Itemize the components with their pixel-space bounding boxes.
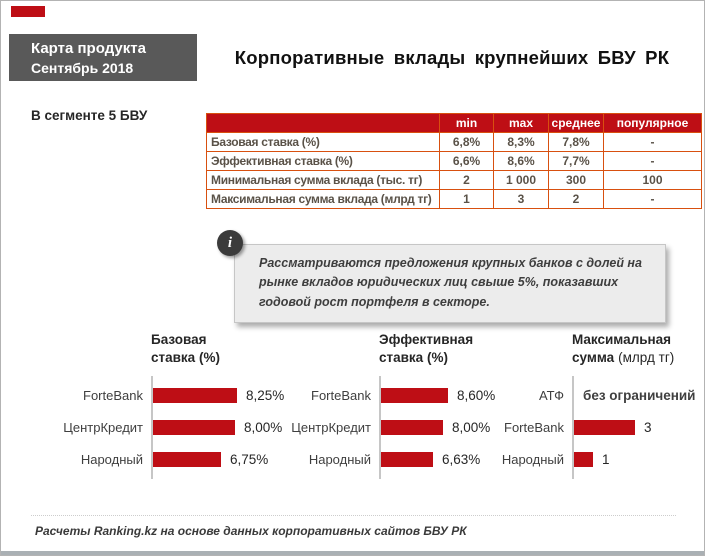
bar-label: Народный [501,451,564,467]
header-min: min [440,114,494,133]
row-label: Максимальная сумма вклада (млрд тг) [207,190,440,209]
table-row [207,171,702,190]
segment-label: В сегменте 5 БВУ [31,108,148,123]
cell-min: 6,8% [440,133,494,152]
bar-value: 6,63% [442,451,481,467]
bar-row [63,411,298,443]
summary-table [206,113,702,209]
badge-title: Карта продукта [31,40,146,57]
red-accent-chip [11,6,45,17]
cell-avg: 7,8% [549,133,604,152]
footer-source-text: Расчеты Ranking.kz на основе данных корпоративных сайтов БВУ РК [35,524,467,538]
bar [381,388,448,403]
bar-row [63,443,298,475]
bar [153,420,235,435]
table-header-row [207,114,702,133]
bar-value: 3 [644,419,652,435]
bar-row [481,443,705,475]
bar-row [481,379,705,411]
cell-min: 6,6% [440,152,494,171]
footer-divider [31,515,676,516]
bar [574,420,635,435]
chart-title-line1: Максимальная [572,332,672,347]
cell-min: 2 [440,171,494,190]
chart-title-line2-bold: сумма [572,350,615,365]
cell-min: 1 [440,190,494,209]
bar-value: 1 [602,451,610,467]
chart-title-line2-bold: ставка (%) [379,350,448,365]
chart-plot-area [481,379,705,475]
bar-label: ЦентрКредит [291,419,371,435]
badge-date: Сентябрь 2018 [31,60,134,76]
page-title: Корпоративные вклады крупнейших БВУ РК [234,47,670,68]
cell-popular: - [604,152,702,171]
cell-max: 8,3% [494,133,549,152]
bar-value: 6,75% [230,451,269,467]
cell-max: 8,6% [494,152,549,171]
bar-label: ForteBank [83,387,143,403]
chart-base-rate [63,331,298,475]
chart-title [151,331,298,367]
cell-avg: 7,7% [549,152,604,171]
chart-plot-area [63,379,298,475]
bar [574,452,593,467]
chart-title-line2 [572,349,705,367]
bar-value: 8,00% [244,419,283,435]
chart-title-line2-bold: ставка (%) [151,350,220,365]
bar-value: 8,25% [246,387,285,403]
table-row [207,133,702,152]
product-map-badge [9,34,197,81]
bar-label: ЦентрКредит [63,419,143,435]
bar-label: ForteBank [311,387,371,403]
bar [381,452,433,467]
bar-row [481,411,705,443]
chart-title-line1: Эффективная [379,332,474,347]
bar [153,388,237,403]
bar-label: Народный [80,451,143,467]
cell-popular: 100 [604,171,702,190]
methodology-note: Рассматриваются предложения крупных банков с долей на рынке вкладов юридических лиц свыше 5%, показавших годовой рост портфеля в секторе. [234,244,666,323]
header-avg: среднее [549,114,604,133]
bar-label: Народный [308,451,371,467]
cell-avg: 2 [549,190,604,209]
row-label: Минимальная сумма вклада (тыс. тг) [207,171,440,190]
cell-avg: 300 [549,171,604,190]
row-label: Эффективная ставка (%) [207,152,440,171]
chart-title-line2 [151,349,298,367]
cell-popular: - [604,190,702,209]
bar-value: 8,60% [457,387,496,403]
bar-label: ForteBank [504,419,564,435]
chart-title-line2-rest: (млрд тг) [618,350,675,365]
header-popular: популярное [604,114,702,133]
chart-title [572,331,705,367]
bar-row [63,379,298,411]
row-label: Базовая ставка (%) [207,133,440,152]
table-row [207,152,702,171]
window-bottom-edge [1,551,704,555]
cell-max: 3 [494,190,549,209]
header-empty [207,114,440,133]
cell-popular: - [604,133,702,152]
table-row [207,190,702,209]
cell-max: 1 000 [494,171,549,190]
info-icon: i [217,230,243,256]
header-max: max [494,114,549,133]
bar [153,452,221,467]
bar-label: АТФ [538,387,564,403]
bar-value: 8,00% [452,419,491,435]
chart-title-line1: Базовая [151,332,207,347]
chart-max-amount [481,331,705,475]
bar-value: без ограничений [583,387,696,403]
bar [381,420,443,435]
